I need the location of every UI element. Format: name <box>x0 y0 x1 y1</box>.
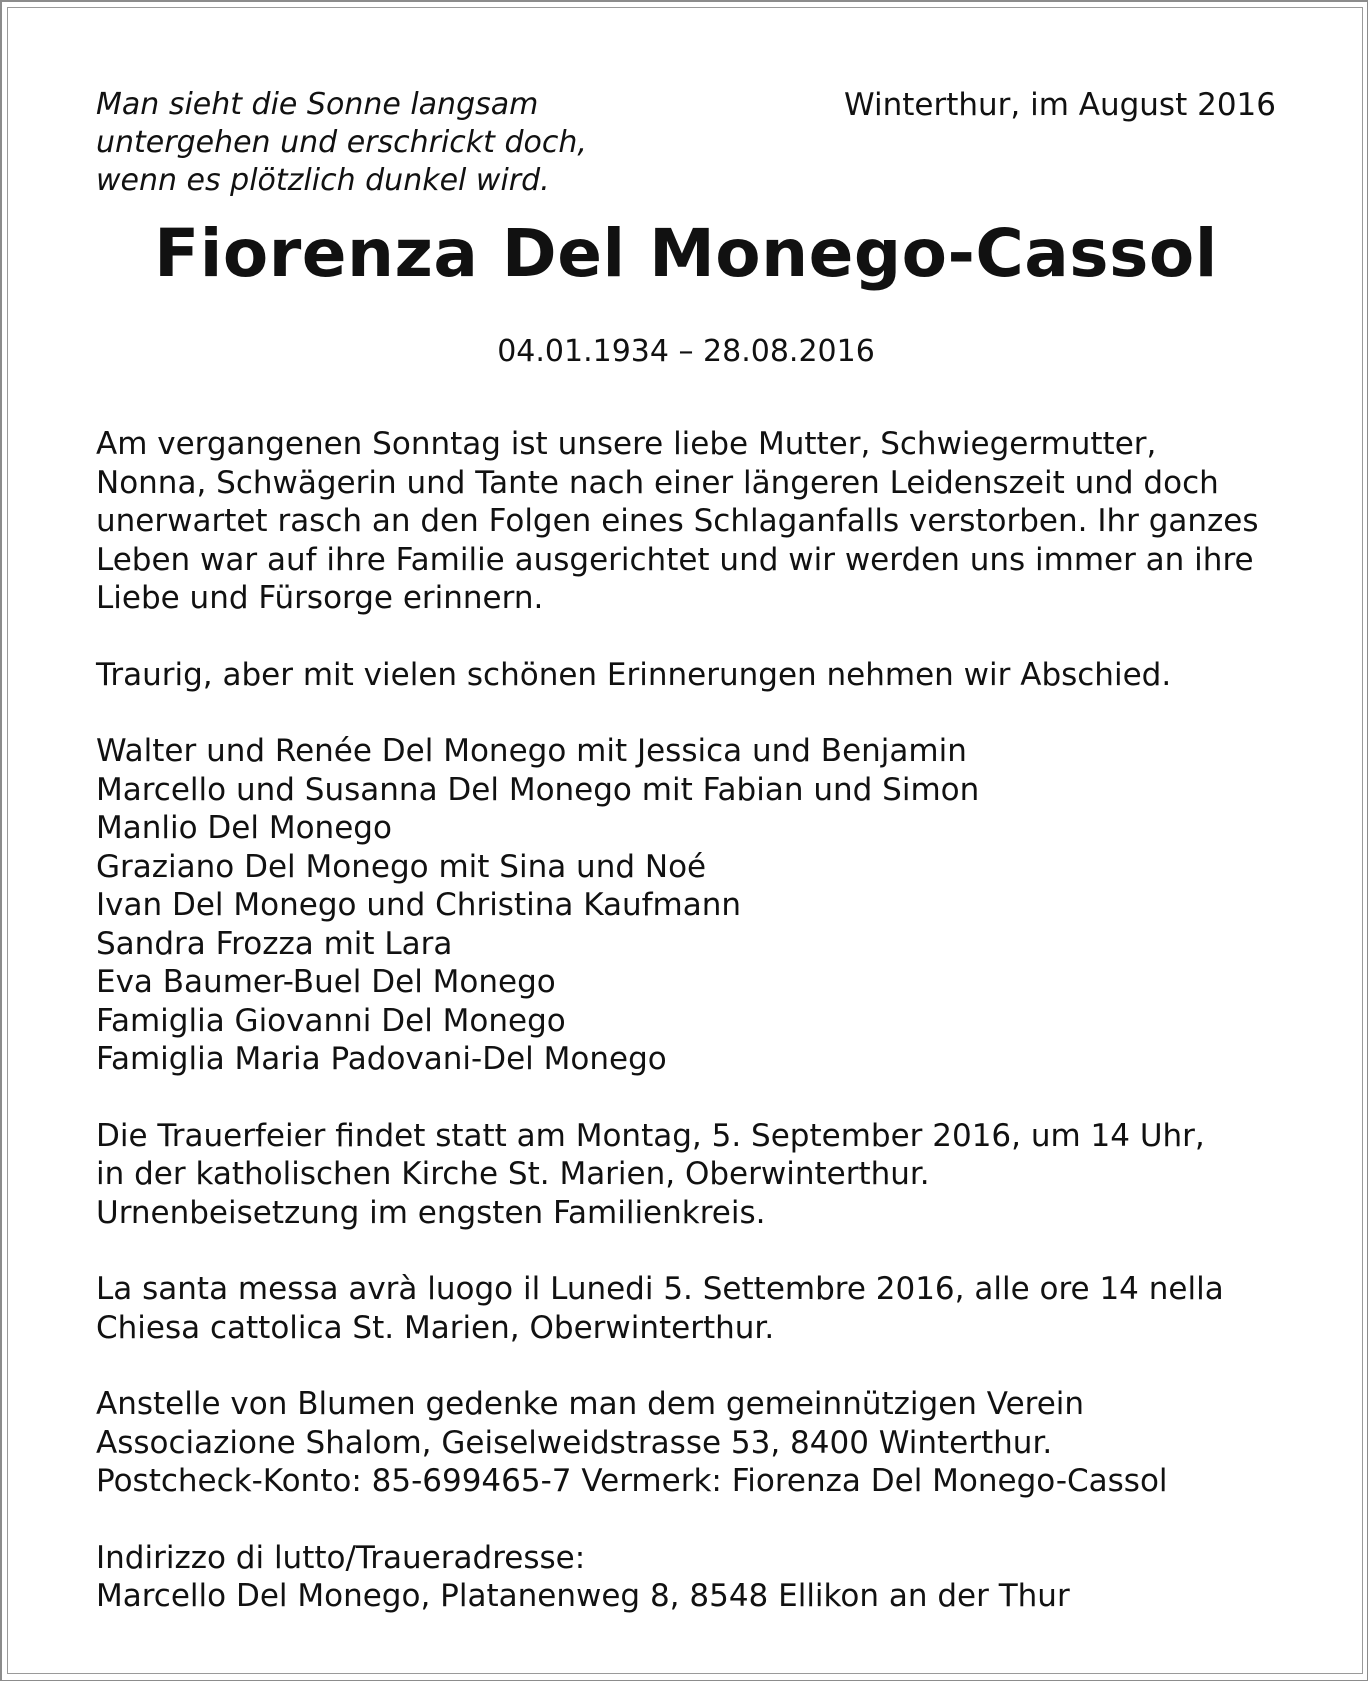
mourner-entry: Sandra Frozza mit Lara <box>96 925 453 962</box>
text-line: in der katholischen Kirche St. Marien, Oberwinterthur. <box>96 1156 930 1192</box>
farewell-paragraph <box>96 656 1276 695</box>
place-date: Winterthur, im August 2016 <box>843 87 1276 123</box>
intro-paragraph <box>96 425 1276 618</box>
text-line: Anstelle von Blumen gedenke man dem gemeinnützigen Verein <box>96 1386 1085 1422</box>
ceremony-german <box>96 1117 1276 1233</box>
mourning-address <box>96 1539 1276 1616</box>
deceased-name: Fiorenza Del Monego-Cassol <box>154 215 1218 292</box>
mourner-entry: Famiglia Giovanni Del Monego <box>96 1002 566 1039</box>
life-dates: 04.01.1934 – 28.08.2016 <box>497 334 875 369</box>
mourner-entry: Walter und Renée Del Monego mit Jessica und Benjamin <box>96 733 967 769</box>
obituary-notice <box>96 86 1276 1614</box>
notice-header <box>96 86 1276 208</box>
text-line: Chiesa cattolica St. Marien, Oberwinterthur. <box>96 1309 775 1346</box>
donation-paragraph <box>96 1385 1276 1501</box>
text-line: Liebe und Fürsorge erinnern. <box>96 580 544 616</box>
motto-line: untergehen und erschrickt doch, <box>96 125 587 160</box>
mourners-list <box>96 732 1276 1079</box>
mourner-entry: Famiglia Maria Padovani-Del Monego <box>96 1041 667 1077</box>
text-line: unerwartet rasch an den Folgen eines Schlaganfalls verstorben. Ihr ganzes <box>96 503 1259 539</box>
mourner-entry: Graziano Del Monego mit Sina und Noé <box>96 848 707 885</box>
motto-line: wenn es plötzlich dunkel wird. <box>96 163 550 198</box>
text-line: Die Trauerfeier findet statt am Montag, 5. September 2016, um 14 Uhr, <box>96 1117 1205 1154</box>
text-line: Associazione Shalom, Geiselweidstrasse 53, 8400 Winterthur. <box>96 1424 1053 1461</box>
mourner-entry: Eva Baumer-Buel Del Monego <box>96 964 556 1000</box>
text-line: Marcello Del Monego, Platanenweg 8, 8548 Ellikon an der Thur <box>96 1578 1070 1614</box>
text-line: Indirizzo di lutto/Traueradresse: <box>96 1539 586 1576</box>
text-line: Am vergangenen Sonntag ist unsere liebe Mutter, Schwiegermutter, <box>96 426 1157 462</box>
text-line: Leben war auf ihre Familie ausgerichtet und wir werden uns immer an ihre <box>96 541 1254 578</box>
text-line: La santa messa avrà luogo il Lunedi 5. Settembre 2016, alle ore 14 nella <box>96 1271 1224 1307</box>
text-line: Postcheck-Konto: 85-699465-7 Vermerk: Fiorenza Del Monego-Cassol <box>96 1463 1168 1499</box>
text-line: Urnenbeisetzung im engsten Familienkreis. <box>96 1194 766 1231</box>
mourner-entry: Manlio Del Monego <box>96 810 392 846</box>
motto-line: Man sieht die Sonne langsam <box>96 87 539 122</box>
mourner-entry: Marcello und Susanna Del Monego mit Fabian und Simon <box>96 771 980 808</box>
notice-body <box>96 425 1276 1654</box>
text-line: Traurig, aber mit vielen schönen Erinnerungen nehmen wir Abschied. <box>96 656 1172 693</box>
mourner-entry: Ivan Del Monego und Christina Kaufmann <box>96 887 742 923</box>
motto-quote <box>96 86 587 200</box>
text-line: Nonna, Schwägerin und Tante nach einer längeren Leidenszeit und doch <box>96 464 1219 501</box>
ceremony-italian <box>96 1270 1276 1347</box>
